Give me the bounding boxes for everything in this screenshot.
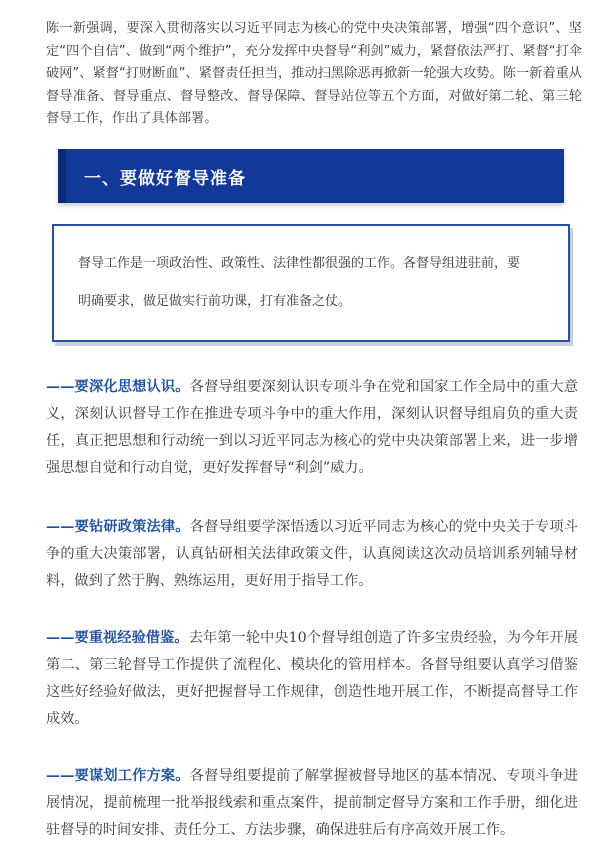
point-body: 各督导组要学深悟透以习近平同志为核心的党中央关于专项斗争的重大决策部署，认真钻研相关法律政策文件，认真阅读这次动员培训系列辅导材料，做到了然于胸、熟练运用，更好用于指导工作。 bbox=[46, 519, 578, 589]
section-heading: 一、要做好督导准备 bbox=[84, 169, 246, 189]
intro-paragraph: 陈一新强调，要深入贯彻落实以习近平同志为核心的党中央决策部署，增强“四个意识”、坚定“四个自信”、做到“两个维护”，充分发挥中央督导“利剑”威力，紧督依法严打、紧督“打伞破网”、紧督“打财断血”、紧督责任担当，推动扫黑除恶再掀新一轮强大攻势。陈一新着重从督导准备、督导重点、督导整改、督导保障、督导站位等五个方面，对做好第二轮、第三轮督导工作，作出了具体部署。 bbox=[46, 21, 582, 127]
point-body: 去年第一轮中央10个督导组创造了许多宝贵经验，为今年开展第二、第三轮督导工作提供了流程化、模块化的管用样本。各督导组要认真学习借鉴这些好经验好做法，更好把握督导工作规律，创造性地开展工作，不断提高督导工作成效。 bbox=[46, 630, 578, 727]
highlight-text-line-2: 明确要求，做足做实行前功课，打有准备之仗。 bbox=[78, 294, 352, 309]
point-heading: ——要重视经验借鉴。 bbox=[46, 630, 189, 646]
section-heading-banner bbox=[58, 149, 564, 203]
point-paragraph-policy bbox=[46, 514, 578, 595]
point-paragraph-experience bbox=[46, 625, 578, 733]
highlight-text-line-1: 督导工作是一项政治性、政策性、法律性都很强的工作。各督导组进驻前，要 bbox=[78, 256, 521, 271]
point-heading: ——要钻研政策法律。 bbox=[46, 519, 190, 535]
highlight-box bbox=[52, 224, 570, 342]
point-body: 各督导组要深刻认识专项斗争在党和国家工作全局中的重大意义，深刻认识督导工作在推进专项斗争中的重大作用，深刻认识督导组肩负的重大责任，真正把思想和行动统一到以习近平同志为核心的党中央决策部署上来，进一步增强思想自觉和行动自觉，更好发挥督导“利剑”威力。 bbox=[46, 379, 578, 476]
point-heading: ——要深化思想认识。 bbox=[46, 379, 190, 395]
point-heading: ——要谋划工作方案。 bbox=[46, 768, 190, 784]
point-paragraph-plan bbox=[46, 763, 578, 844]
point-body: 各督导组要提前了解掌握被督导地区的基本情况、专项斗争进展情况，提前梳理一批举报线索和重点案件，提前制定督导方案和工作手册，细化进驻督导的时间安排、责任分工、方法步骤，确保进驻后有序高效开展工作。 bbox=[46, 768, 578, 838]
point-paragraph-thinking bbox=[46, 374, 578, 482]
